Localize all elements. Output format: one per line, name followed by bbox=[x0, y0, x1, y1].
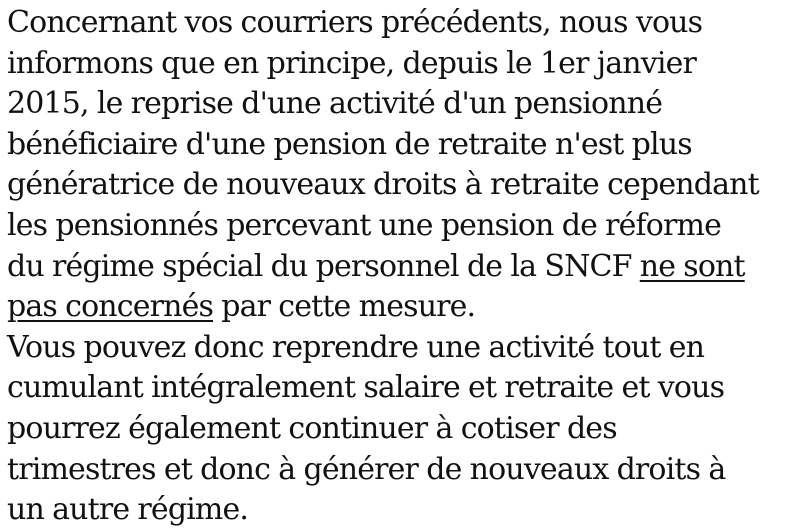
underlined-emphasis: ne sont pas concernés bbox=[7, 248, 745, 325]
paragraph-pension-rule bbox=[7, 3, 785, 328]
paragraph-1-lead-text: Concernant vos courriers précédents, nous vous informons que en principe, depuis le 1er janvier 2015, le reprise d'une activité d'un pensionné bénéficiaire d'une pension de retraite n'est plus génératrice de nouveaux droits à retraite cependant les pensionnés percevant une pension de réforme du régime spécial du personnel de la SNCF bbox=[7, 5, 759, 284]
paragraph-cumulation: Vous pouvez donc reprendre une activité tout en cumulant intégralement salaire et retraite et vous pourrez également continuer à cotiser des trimestres et donc à générer de nouveaux droits à un autre régime. bbox=[7, 329, 726, 528]
letter-excerpt bbox=[7, 3, 785, 531]
paragraph-1-tail-text: par cette mesure. bbox=[213, 289, 476, 325]
